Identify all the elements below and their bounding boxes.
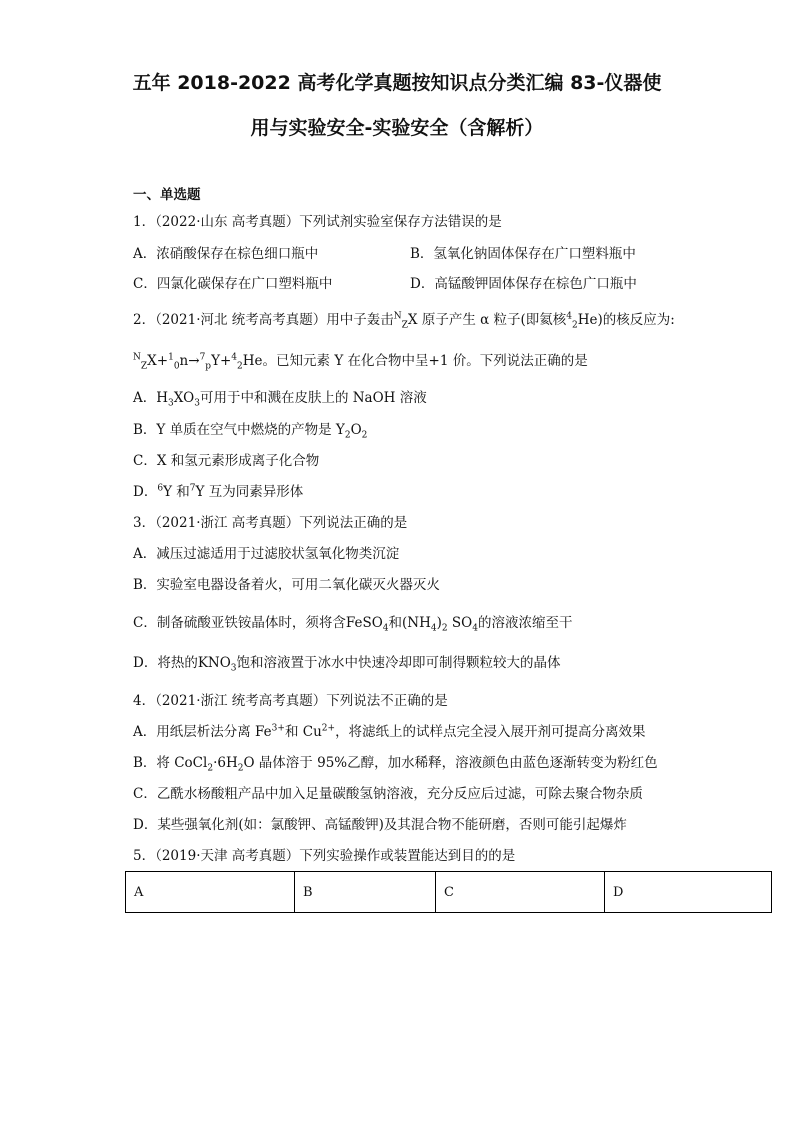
q2-stem-part1: 2．（2021·河北 统考高考真题）用中子轰击: [133, 312, 394, 328]
q1-stem: 1．（2022·山东 高考真题）下列试剂实验室保存方法错误的是: [133, 214, 502, 230]
q2-option-d: D．$^6$Y 和$^7$Y 互为同素异形体: [133, 483, 304, 500]
q4-stem: 4．（2021·浙江 统考高考真题）下列说法不正确的是: [133, 693, 448, 709]
q2-stem-part3: He)的核反应为:: [577, 312, 675, 328]
q5-option-b-cell: B: [295, 872, 436, 913]
q3-c-text1: C．制备硫酸亚铁铵晶体时，须将含: [133, 615, 346, 631]
q2-d-text2: Y 和: [163, 484, 190, 500]
q5-option-c-cell: C: [436, 872, 605, 913]
q2-stem-part2: X 原子产生 α 粒子(即氦核: [407, 312, 567, 328]
nuclear-equation: $^N_Z$X+$^1_0$n→$^7_p$Y+$^4_2$He: [133, 352, 263, 372]
q2-option-b: B．Y 单质在空气中燃烧的产物是 $Y_2O_2$: [133, 422, 368, 441]
q2-d-text3: Y 互为同素异形体: [195, 484, 304, 500]
document-title-line2: 用与实验安全-实验安全（含解析）: [250, 117, 544, 139]
q4-option-b: B．将 $CoCl_2\cdot 6H_2O$ 晶体溶于 95%乙醇，加水稀释，溶液颜色由蓝色逐渐转变为粉红色: [133, 755, 658, 774]
q4-option-d: D．某些强氧化剂(如：氯酸钾、高锰酸钾)及其混合物不能研磨，否则可能引起爆炸: [133, 817, 627, 833]
nuclide-x-symbol: $^N_Z$: [393, 311, 408, 331]
q1-option-d: D．高锰酸钾固体保存在棕色广口瓶中: [410, 276, 637, 292]
q2-equation-text: 。已知元素 Y 在化合物中呈+1 价。下列说法正确的是: [262, 353, 588, 369]
q3-stem: 3．（2021·浙江 高考真题）下列说法正确的是: [133, 515, 408, 531]
section-heading: 一、单选题: [133, 187, 201, 203]
q5-option-d-cell: D: [605, 872, 772, 913]
q1-option-a: A．浓硝酸保存在棕色细口瓶中: [133, 246, 319, 262]
q2-a-text2: XO: [173, 390, 195, 406]
q5-stem: 5．（2019·天津 高考真题）下列实验操作或装置能达到目的的是: [133, 848, 516, 864]
q4-a-text3: ，将滤纸上的试样点完全浸入展开剂可提高分离效果: [335, 724, 646, 740]
q2-option-c: C．X 和氢元素形成离子化合物: [133, 453, 320, 469]
q4-option-a: A．用纸层析法分离 $Fe^{3+}$和 $Cu^{2+}$，将滤纸上的试样点完全浸入展开剂可提高分离效果: [133, 723, 646, 740]
q2-b-text2: O: [350, 422, 362, 438]
q1-option-c: C．四氯化碳保存在广口塑料瓶中: [133, 276, 333, 292]
q4-a-text1: A．用纸层析法分离 Fe: [133, 724, 272, 740]
q2-a-text3: 可用于中和溅在皮肤上的 NaOH 溶液: [199, 390, 427, 406]
q5-option-a-cell: A: [126, 872, 295, 913]
q3-option-b: B．实验室电器设备着火，可用二氧化碳灭火器灭火: [133, 577, 440, 593]
q3-d-text1: D．将热的: [133, 655, 198, 671]
nuclide-he-symbol: $^4_2$: [566, 311, 578, 331]
q3-option-a: A．减压过滤适用于过滤胶状氢氧化物类沉淀: [133, 546, 400, 562]
table-row: [126, 872, 772, 913]
q1-option-b: B．氢氧化钠固体保存在广口塑料瓶中: [410, 246, 636, 262]
q2-d-text1: D．: [133, 484, 158, 500]
q4-b-text3: O 晶体溶于 95%乙醇，加水稀释，溶液颜色由蓝色逐渐转变为粉红色: [243, 755, 658, 771]
q2-stem: [133, 311, 675, 329]
q4-a-text2: 和 Cu: [284, 724, 322, 740]
q2-b-text1: B．Y 单质在空气中燃烧的产物是 Y: [133, 422, 345, 438]
q2-a-text1: A．H: [133, 390, 169, 406]
q3-option-c: C．制备硫酸亚铁铵晶体时，须将含FeSO$_4$和$(NH_4)_2$ $SO_4$的溶液浓缩至干: [133, 615, 573, 634]
q3-c-text3: 的溶液浓缩至干: [477, 615, 573, 631]
q2-option-a: A．$H_3XO_3$可用于中和溅在皮肤上的 NaOH 溶液: [133, 390, 427, 409]
q4-b-text1: B．将 CoCl: [133, 755, 208, 771]
q4-b-text2: ·6H: [213, 755, 238, 771]
q4-option-c: C．乙酰水杨酸粗产品中加入足量碳酸氢钠溶液，充分反应后过滤，可除去聚合物杂质: [133, 786, 643, 802]
q3-d-text2: 饱和溶液置于冰水中快速冷却即可制得颗粒较大的晶体: [236, 655, 561, 671]
document-title-line1: 五年 2018-2022 高考化学真题按知识点分类汇编 83-仪器使: [132, 72, 662, 94]
q3-option-d: D．将热的$KNO_3$饱和溶液置于冰水中快速冷却即可制得颗粒较大的晶体: [133, 655, 561, 674]
q2-equation: [133, 352, 588, 370]
q3-c-text2: 和: [388, 615, 403, 631]
q5-options-table: [125, 871, 772, 913]
